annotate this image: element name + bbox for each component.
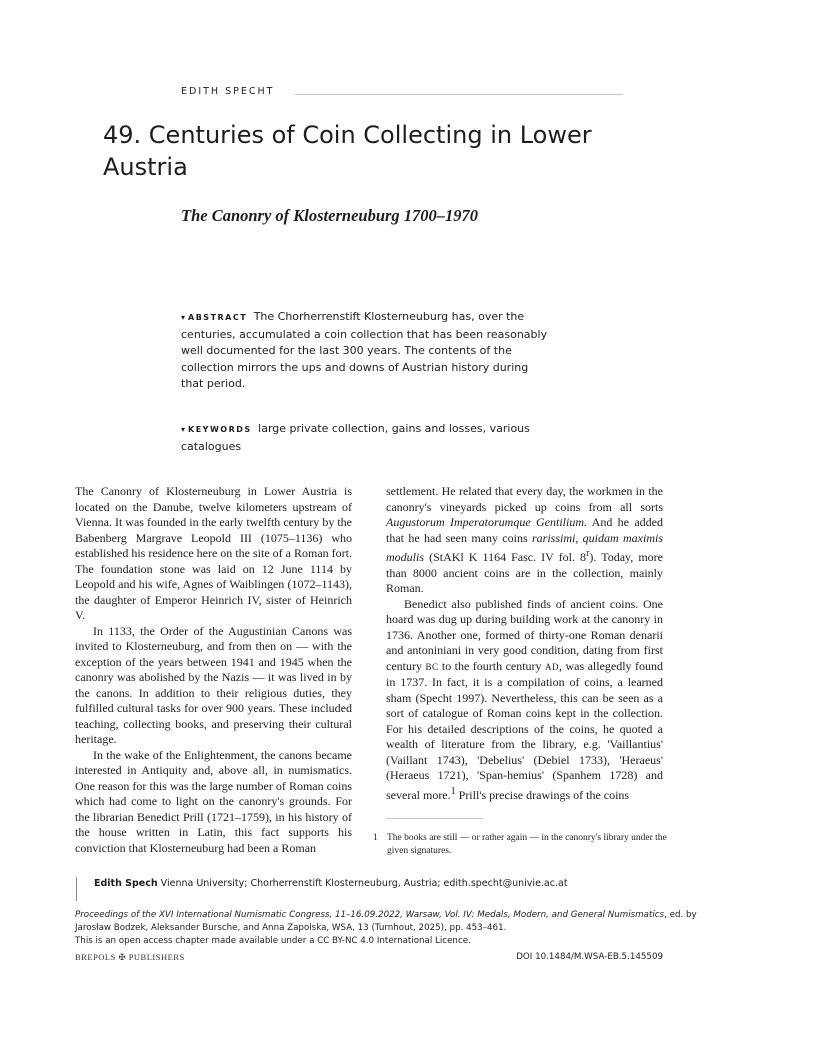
- body-paragraph: Benedict also published finds of ancient coins. One hoard was dug up during building work at the canonry in 1736. Another one, formed of thirty-one Roman denarii and antoniniani in very good condition, dating from first century BC to the fourth century AD, was allegedly found in 1737. In fact, it is a compilation of coins, a learned sham (Specht 1997). Nevertheless, this can be seen as a sort of catalogue of Roman coins kept in the collection. For his detailed descriptions of the coins, he quoted a wealth of literature from the library, e.g. 'Vaillantius' (Vaillant 1743), 'Debelius' (Debiel 1733), 'Heraeus' (Heraeus 1721), 'Span-hemius' (Spanhem 1728) and several more.$^1$ Prill's precise drawings of the coins: [386, 596, 664, 802]
- abstract-text: The Chorherrenstift Klosterneuburg has, over the centuries, accumulated a coin collection that has been reasonably well documented for the last 300 years. The contents of the collection mirrors the ups and downs of Austrian history during that period.: [181, 310, 548, 390]
- body-column-right: [386, 484, 663, 803]
- license-line: This is an open access chapter made available under a CC BY-NC 4.0 International Licence.: [75, 936, 471, 946]
- footnote-text: The books are still — or rather again — in the canonry's library under the given signatures.: [387, 833, 667, 856]
- footnote-rule: [386, 818, 483, 819]
- footnote-number: 1: [373, 833, 378, 843]
- chapter-subtitle: The Canonry of Klosterneuburg 1700–1970: [181, 206, 479, 225]
- body-column-left: [75, 484, 352, 856]
- header-rule: [295, 94, 623, 95]
- footnote-ref[interactable]: 1: [450, 785, 456, 797]
- proceedings-citation: [75, 909, 697, 948]
- abstract-block: [181, 309, 551, 393]
- body-paragraph: The Canonry of Klosterneuburg in Lower Austria is located on the Danube, twelve kilometers upstream of Vienna. It was founded in the early twelfth century by the Babenberg Margrave Leopold III (1075–1136) who established his residence here on the site of a Roman fort. The foundation stone was laid on 12 June 1114 by Leopold and his wife, Agnes of Waiblingen (1072–1143), the daughter of Emperor Heinrich IV, sister of Heinrich V.: [75, 484, 352, 622]
- citation-line: Jarosław Bodzek, Aleksander Bursche, and Anna Zapolska, WSA, 13 (Turnhout, 2025), pp. 453–461.: [75, 923, 507, 933]
- author-label: EDITH SPECHT: [181, 86, 275, 97]
- body-paragraph: settlement. He related that every day, the workmen in the canonry's vineyards picked up coins from all sorts Augustorum Imperatorumque Gentilium. And he added that he had seen many coins rarissimi, quidam maximis modulis (StAKl K 1164 Fasc. IV fol. 8$^r$). Today, more than 8000 ancient coins are in the collection, mainly Roman.: [386, 484, 663, 595]
- abstract-label: ABSTRACT: [188, 313, 248, 322]
- running-header: [181, 86, 623, 100]
- triangle-down-icon: ▾: [181, 425, 186, 434]
- keywords-label: KEYWORDS: [188, 425, 252, 434]
- keywords-block: [181, 421, 551, 455]
- chapter-title: 49. Centuries of Coin Collecting in Lower Austria: [103, 121, 592, 181]
- triangle-down-icon: ▾: [181, 313, 186, 322]
- body-paragraph: In 1133, the Order of the Augustinian Canons was invited to Klosterneuburg, and from then on — with the exception of the years between 1941 and 1945 when the canonry was abolished by the Nazis — it was lived in by the canons. In addition to their religious duties, they fulfilled cultural tasks for over 900 years. These included teaching, collecting books, and preserving their cultural heritage.: [75, 623, 352, 746]
- affiliation-details: Vienna University; Chorherrenstift Klosterneuburg, Austria; edith.specht@univie.ac.at: [160, 878, 568, 889]
- publisher-logo: BREPOLS ✠ PUBLISHERS: [75, 952, 185, 962]
- affiliation-name: Edith Spech: [94, 878, 158, 889]
- keywords-text: large private collection, gains and losses, various catalogues: [181, 422, 530, 453]
- doi-link[interactable]: DOI 10.1484/M.WSA-EB.5.145509: [516, 952, 663, 962]
- body-paragraph: In the wake of the Enlightenment, the canons became interested in Antiquity and, above all, in numismatics. One reason for this was the large number of Roman coins which had come to light on the canonry's grounds. For the librarian Benedict Prill (1721–1759), in his history of the house written in Latin, this fact supports his conviction that Klosterneuburg had been a Roman: [75, 747, 352, 855]
- author-affiliation: [76, 877, 568, 901]
- citation-line: Proceedings of the XVI International Numismatic Congress, 11–16.09.2022, Warsaw, Vol. IV: Medals, Modern, and General Numismatics, ed. by: [75, 910, 697, 920]
